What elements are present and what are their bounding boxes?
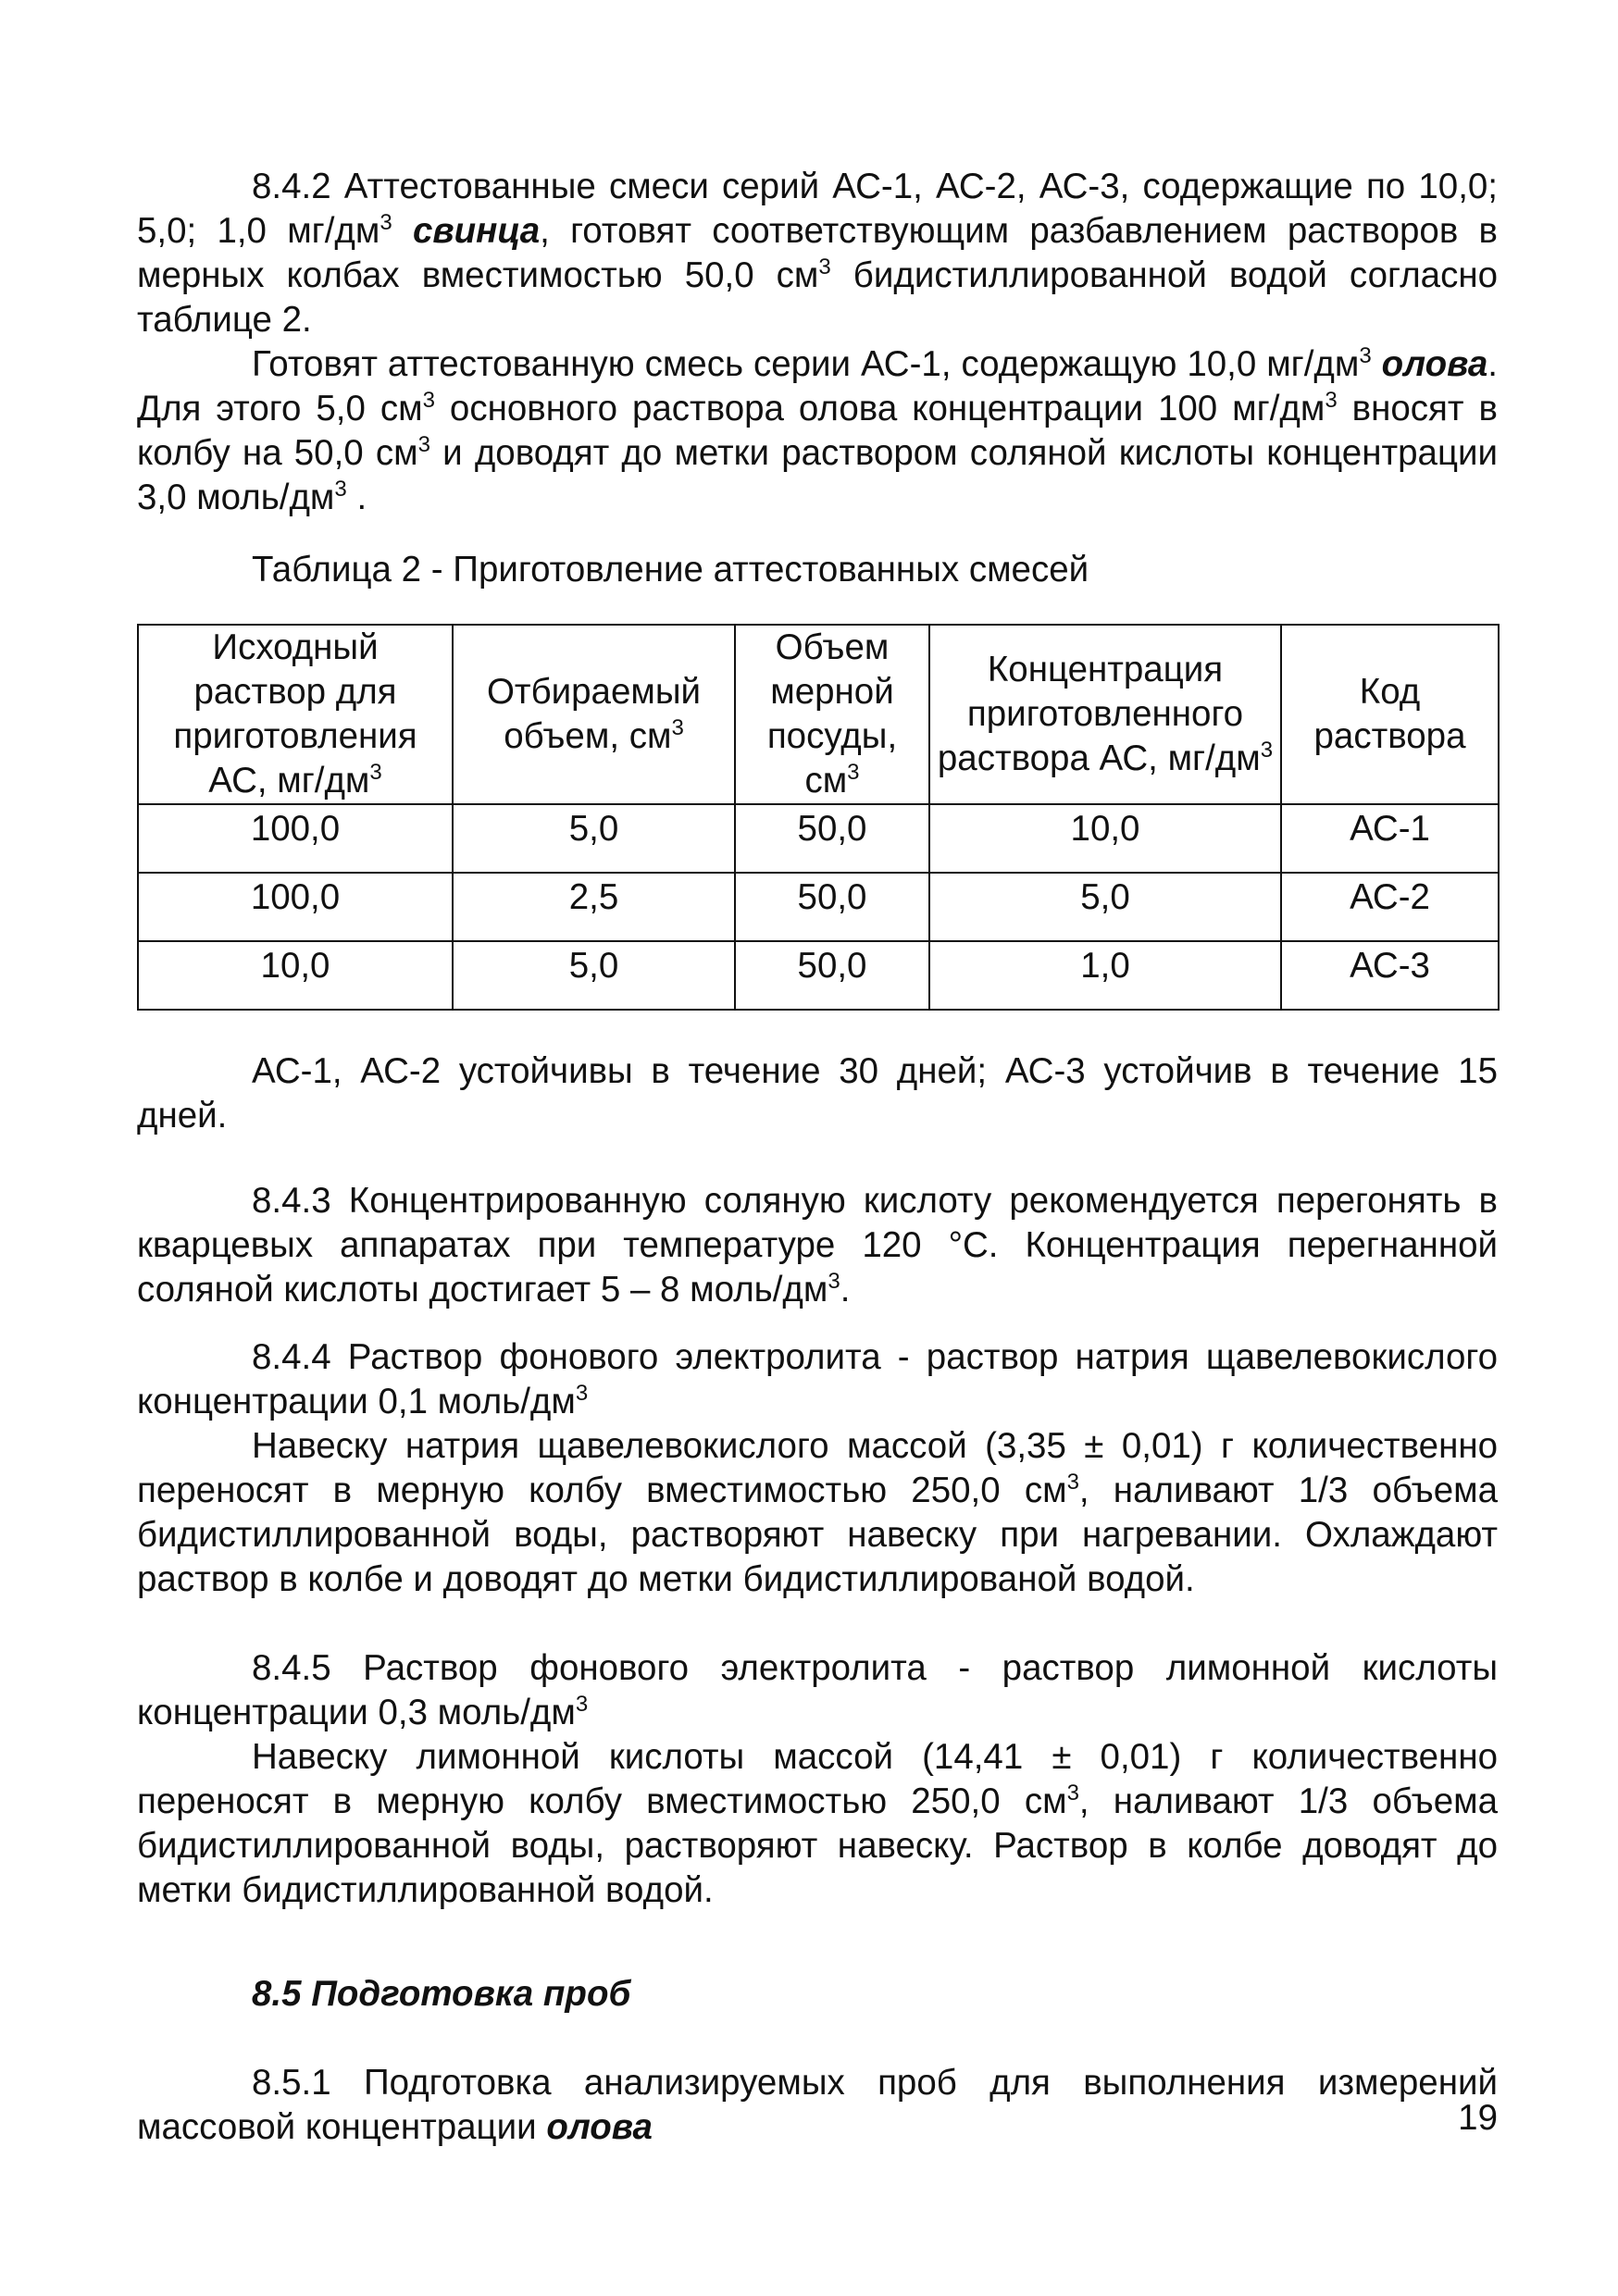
preparation-table — [137, 624, 1500, 1011]
paragraph-8-4-4: 8.4.4 Раствор фонового электролита - раствор натрия щавелевокислого концентрации 0,1 моль/$дм^3$ — [137, 1337, 1498, 1421]
header-solution-code: Код раствора — [1281, 625, 1499, 804]
paragraph-8-4-3: 8.4.3 Концентрированную соляную кислоту рекомендуется перегонять в кварцевых аппаратах при температуре 120 °С. Концентрация перегнанной соляной кислоты достигает 5 – 8 моль/$дм^3$. — [137, 1181, 1498, 1309]
header-volume-taken: Отбираемый объем, $см^3$ — [453, 625, 735, 804]
paragraph-8-4-2: 8.4.2 Аттестованные смеси серий АС-1, АС-2, АС-3, содержащие по 10,0; 5,0; 1,0 $мг/дм^3$ свинца, готовят соответствующим разбавлением растворов в мерных колбах вместимостью 50,0 $см^3$ бидистиллированной водой согласно таблице 2. — [137, 167, 1498, 340]
paragraph-8-4-4-weighing: Навеску натрия щавелевокислого массой (3,35 ± 0,01) г количественно переносят в мерную колбу вместимостью 250,0 $см^3$, наливают 1/3 объема бидистиллированной воды, растворяют навеску при нагревании. Охлаждают раствор в колбе и доводят до метки бидистиллированой водой. — [137, 1426, 1498, 1599]
paragraph-stability: АС-1, АС-2 устойчивы в течение 30 дней; АС-3 устойчив в течение 15 дней. — [137, 1051, 1498, 1136]
table-cell: АС-3 — [1281, 941, 1499, 1010]
paragraph-prepare-ac1: Готовят аттестованную смесь серии АС-1, содержащую 10,0 $мг/дм^3$ олова. Для этого 5,0 $см^3$ основного раствора олова концентрации 100 $мг/дм^3$ вносят в колбу на 50,0 $см^3$ и доводят до метки раствором соляной кислоты концентрации 3,0 моль/$дм^3$ . — [137, 343, 1499, 517]
section-heading-8-5: 8.5 Подготовка проб — [252, 1974, 631, 2014]
table-caption: Таблица 2 - Приготовление аттестованных смесей — [252, 550, 1089, 590]
table-cell: АС-1 — [1281, 804, 1499, 873]
table-cell: 5,0 — [453, 941, 735, 1010]
table-cell: 100,0 — [138, 873, 453, 941]
table-cell: 10,0 — [929, 804, 1281, 873]
paragraph-8-4-5-weighing: Навеску лимонной кислоты массой (14,41 ± 0,01) г количественно переносят в мерную колбу вместимостью 250,0 $см^3$, наливают 1/3 объема бидистиллированной воды, растворяют навеску. Раствор в колбе доводят до метки бидистиллированной водой. — [137, 1737, 1498, 1910]
table-row — [138, 873, 1499, 941]
table-cell: 1,0 — [929, 941, 1281, 1010]
table-header-row — [138, 625, 1499, 804]
header-source-solution: Исходный раствор для приготовления АС, $мг/дм^3$ — [138, 625, 453, 804]
header-concentration: Концентрация приготовленного раствора АС, $мг/дм^3$ — [929, 625, 1281, 804]
table-cell: 2,5 — [453, 873, 735, 941]
table-cell: 5,0 — [929, 873, 1281, 941]
header-flask-volume: Объем мерной посуды, $см^3$ — [735, 625, 929, 804]
paragraph-8-4-5: 8.4.5 Раствор фонового электролита - раствор лимонной кислоты концентрации 0,3 моль/$дм^3$ — [137, 1648, 1498, 1732]
table-cell: 50,0 — [735, 941, 929, 1010]
table-cell: 5,0 — [453, 804, 735, 873]
table-cell: АС-2 — [1281, 873, 1499, 941]
table-row — [138, 804, 1499, 873]
table-cell: 50,0 — [735, 804, 929, 873]
table-cell: 50,0 — [735, 873, 929, 941]
paragraph-8-5-1: 8.5.1 Подготовка анализируемых проб для выполнения измерений массовой концентрации олова — [137, 2063, 1498, 2147]
table-cell: 10,0 — [138, 941, 453, 1010]
table-cell: 100,0 — [138, 804, 453, 873]
page-number: 19 — [1458, 2098, 1498, 2138]
table-row — [138, 941, 1499, 1010]
